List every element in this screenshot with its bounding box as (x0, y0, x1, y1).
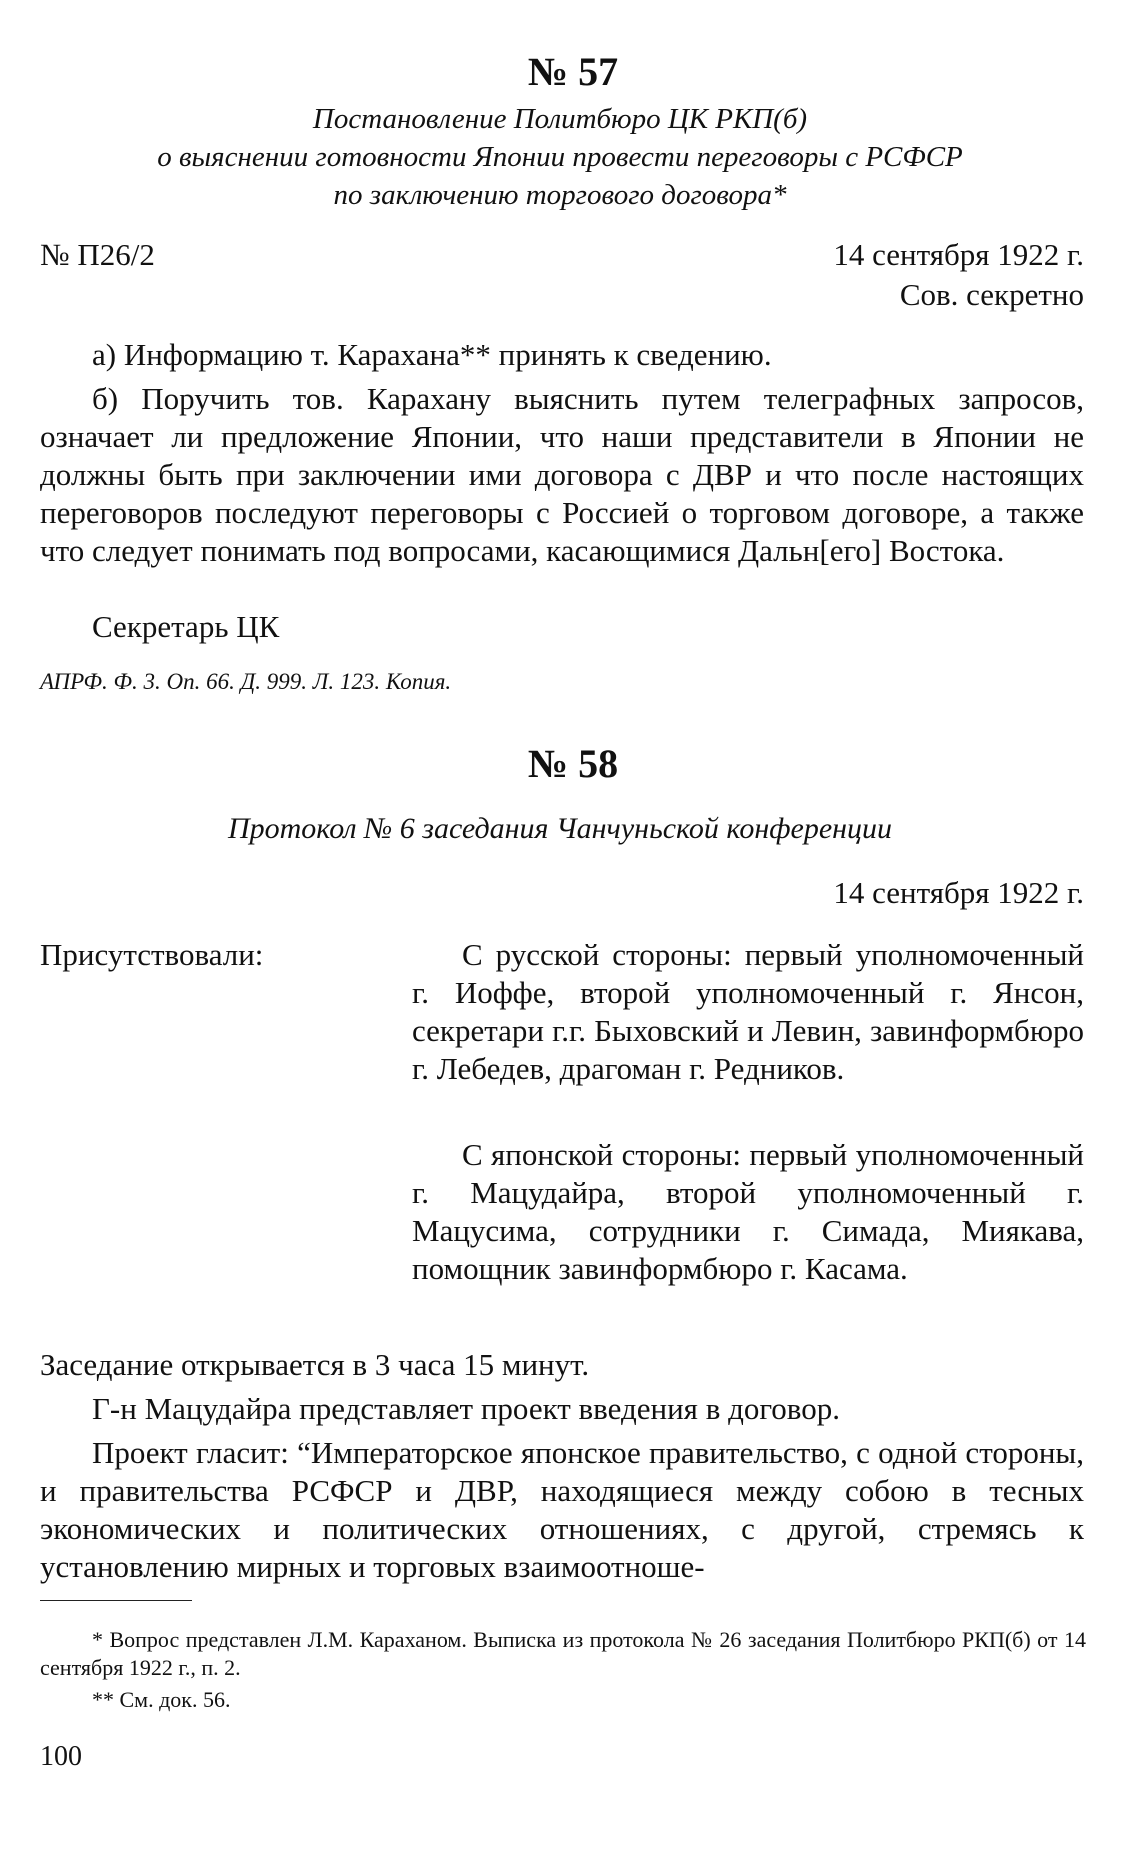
doc58-present-label: Присутствовали: (40, 937, 264, 972)
doc57-item-a: а) Информацию т. Карахана** принять к сведению. (92, 337, 772, 372)
doc58-draft-text: Проект гласит: “Императорское японское правительство, с одной стороны, и правительства РСФСР и ДВР, находящиеся между собою в тесных экономических и политических отношениях, с другой, стремясь к установлению мирных и торговых взаимоотноше- (40, 1435, 1084, 1584)
footnote-divider (40, 1600, 192, 1601)
doc57-title-line-2: о выяснении готовности Японии провести переговоры с РСФСР (157, 141, 963, 173)
doc58-number: № 58 (527, 741, 619, 786)
doc57-archive-reference: АПРФ. Ф. 3. Оп. 66. Д. 999. Л. 123. Копия. (40, 669, 452, 694)
doc58-russian-side: С русской стороны: первый уполномоченный г. Иоффе, второй уполномоченный г. Янсон, секретари г.г. Быховский и Левин, завинформбюро г. Лебедев, драгоман г. Редников. (412, 937, 1084, 1086)
footnote-2: ** См. док. 56. (92, 1687, 231, 1712)
doc58-presents: Г-н Мацудайра представляет проект введения в договор. (92, 1391, 840, 1426)
doc57-title-line-3: по заключению торгового договора* (333, 179, 787, 211)
doc57-signature: Секретарь ЦК (92, 609, 280, 644)
doc58-date: 14 сентября 1922 г. (833, 875, 1084, 910)
doc57-classification: Сов. секретно (899, 277, 1084, 312)
doc57-title-line-1: Постановление Политбюро ЦК РКП(б) (312, 103, 808, 135)
footnote-1: * Вопрос представлен Л.М. Караханом. Выписка из протокола № 26 заседания Политбюро РКП(б) от 14 сентября 1922 г., п. 2. (40, 1627, 1086, 1680)
doc57-item-b: б) Поручить тов. Карахану выяснить путем телеграфных запросов, означает ли предложение Японии, что наши представители в Японии не должны быть при заключении ими договора с ДВР и что после настоящих переговоров последуют переговоры с Россией о торговом договоре, а также что следует понимать под вопросами, касающимися Дальн[его] Востока. (40, 381, 1084, 568)
page-number: 100 (40, 1741, 82, 1772)
doc58-japanese-side: С японской стороны: первый уполномоченный г. Мацудайра, второй уполномоченный г. Мацусима, сотрудники г. Симада, Миякава, помощник завинформбюро г. Касама. (412, 1137, 1084, 1286)
doc58-opening: Заседание открывается в 3 часа 15 минут. (40, 1347, 590, 1382)
doc57-date: 14 сентября 1922 г. (833, 237, 1084, 272)
doc57-protocol-number: № П26/2 (40, 237, 155, 272)
doc57-number: № 57 (527, 49, 619, 94)
doc58-title: Протокол № 6 заседания Чанчуньской конференции (227, 812, 893, 845)
